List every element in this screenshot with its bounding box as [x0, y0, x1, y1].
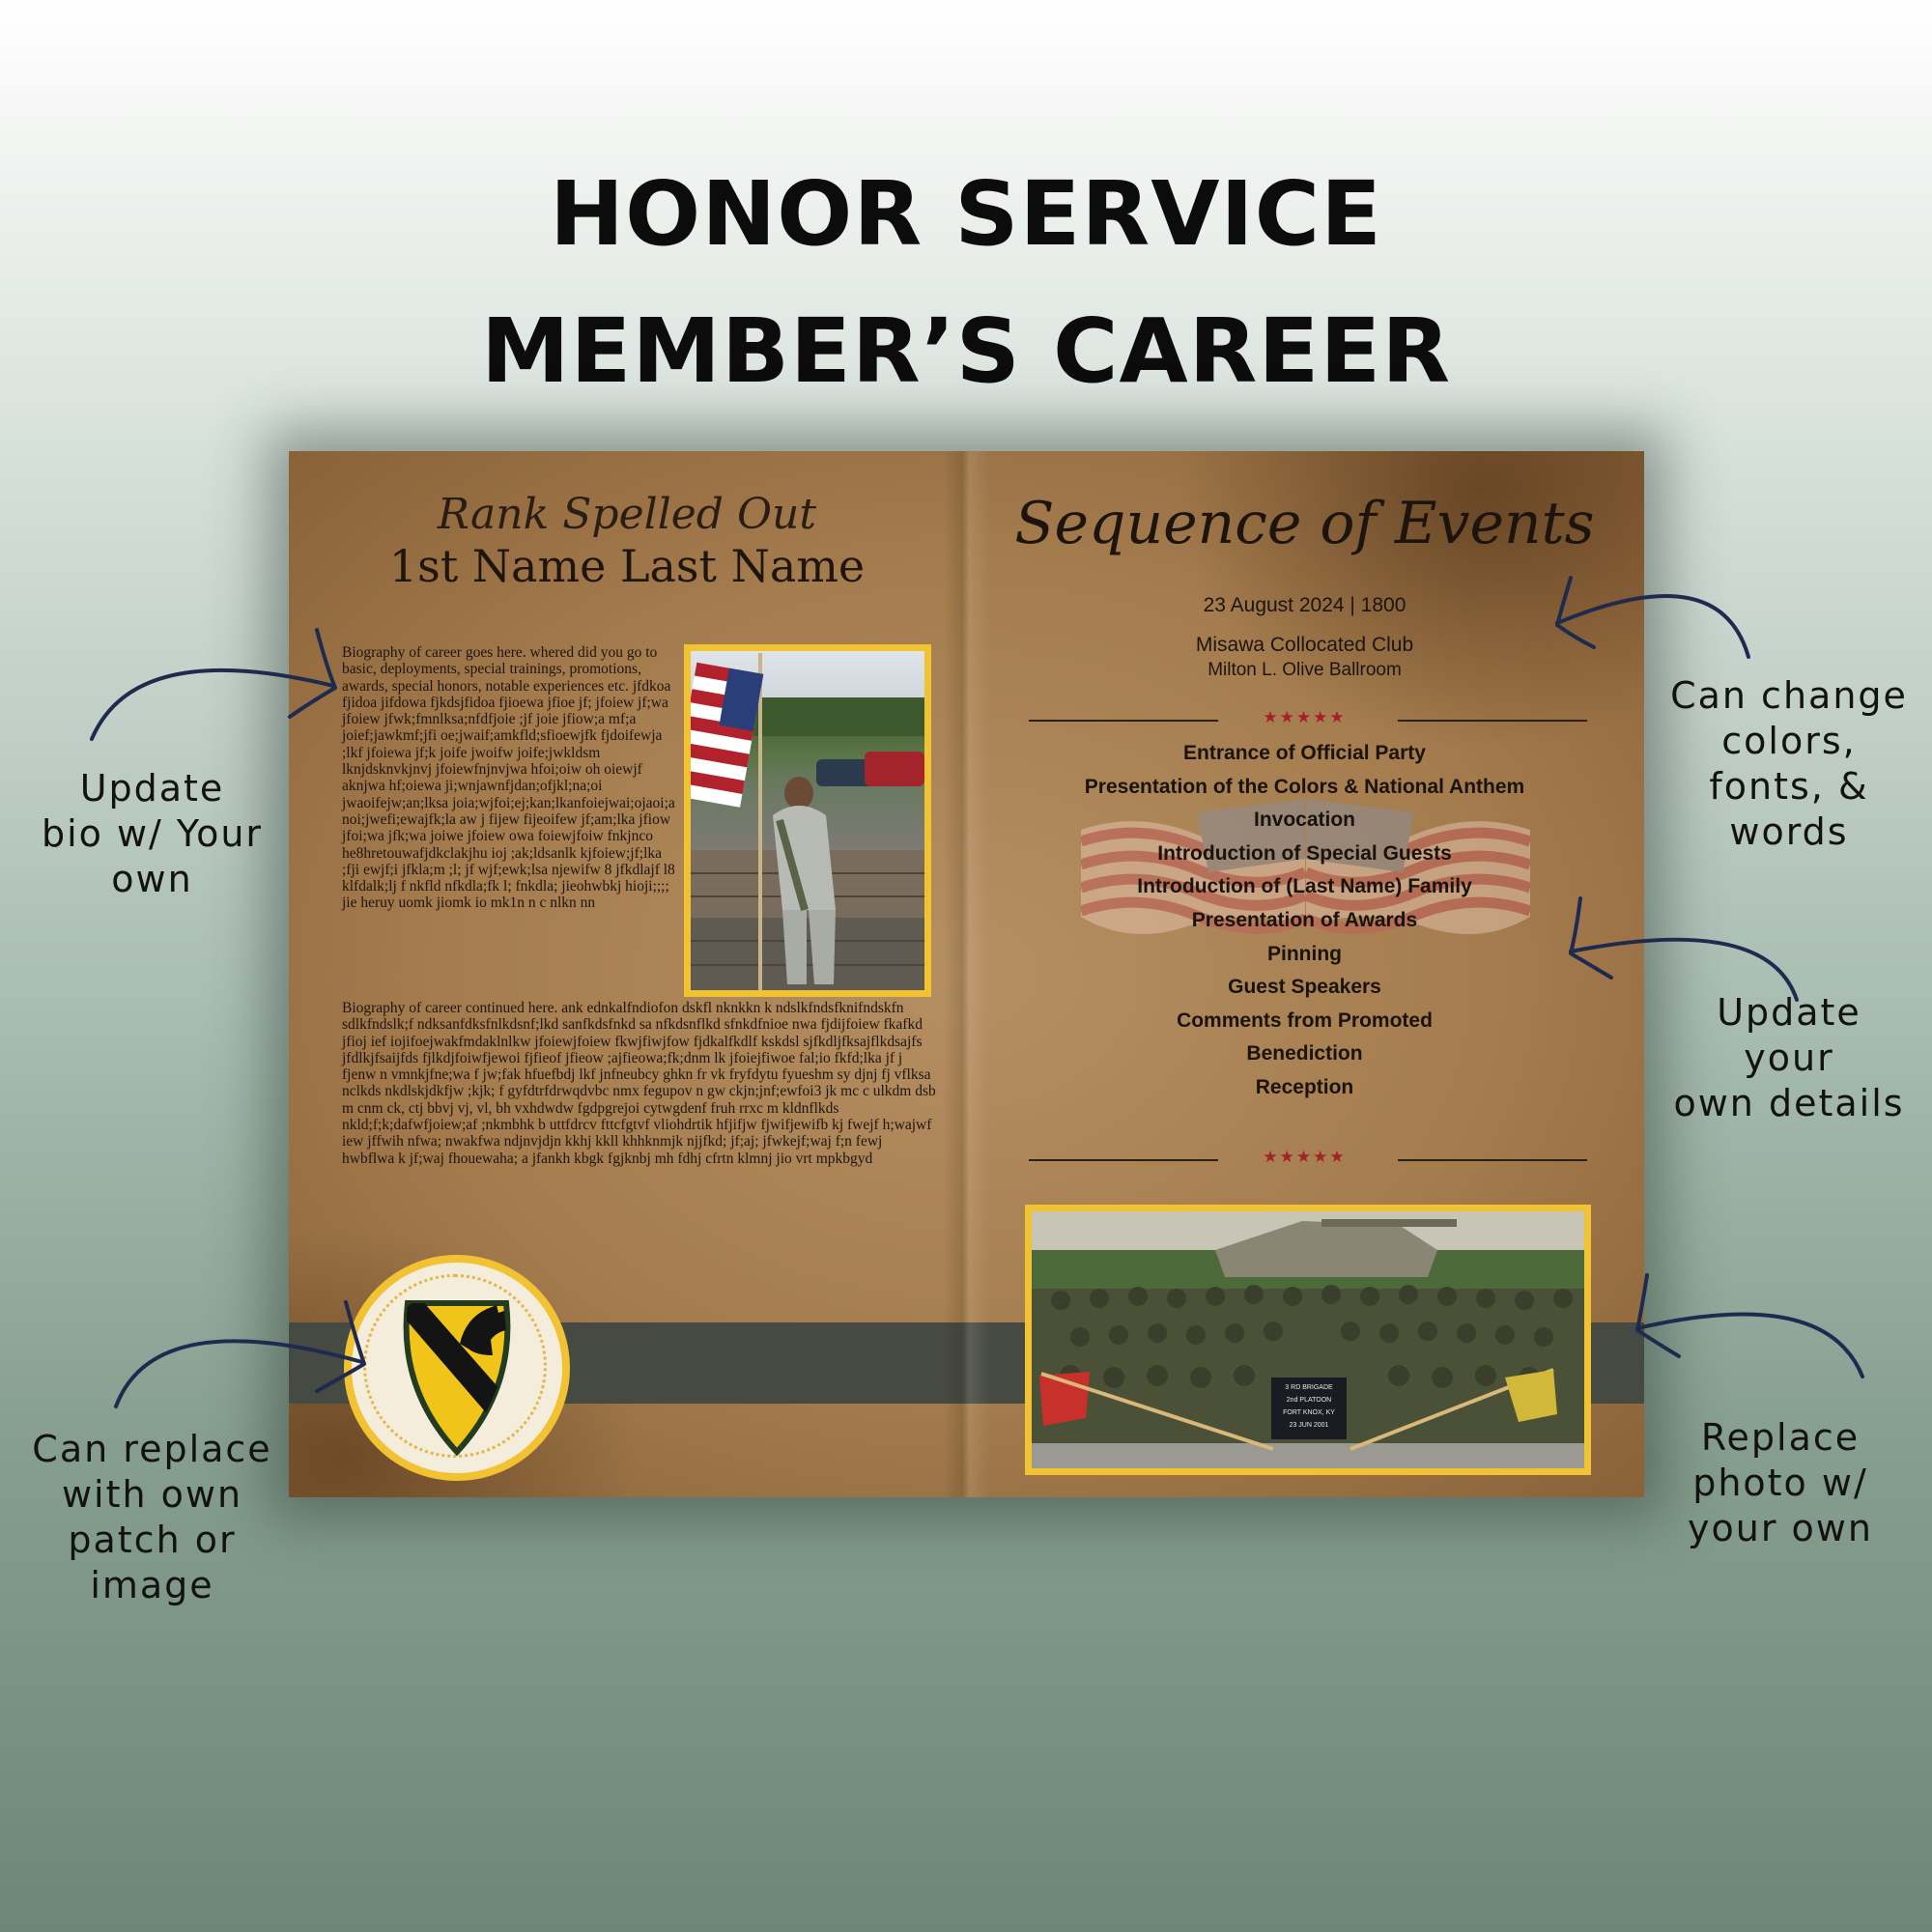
annotation-line: image	[90, 1564, 214, 1606]
sign-platoon: 2nd PLATOON	[1286, 1397, 1332, 1404]
annotation-line: Can change	[1670, 674, 1908, 717]
event-room[interactable]: Milton L. Olive Ballroom	[1208, 660, 1402, 680]
annotation-line: photo w/	[1692, 1462, 1868, 1504]
annotation-line: bio w/ Your	[41, 812, 264, 855]
arrow-to-patch-icon	[116, 1341, 362, 1406]
arrow-to-bio-icon	[92, 670, 333, 739]
annotation-line: words	[1729, 810, 1849, 853]
event-item[interactable]: Guest Speakers	[1228, 976, 1381, 999]
event-item[interactable]: Benediction	[1246, 1042, 1363, 1065]
annotation-line: with own	[61, 1473, 243, 1516]
headline-line-1: HONOR SERVICE	[549, 162, 1383, 266]
event-item[interactable]: Comments from Promoted	[1177, 1009, 1433, 1032]
event-item[interactable]: Entrance of Official Party	[1183, 742, 1426, 764]
service-member-name[interactable]: 1st Name Last Name	[388, 540, 866, 592]
annotation-line: Update	[1717, 991, 1861, 1034]
annotation-line: colors,	[1721, 720, 1857, 762]
event-venue[interactable]: Misawa Collocated Club	[1195, 634, 1414, 656]
biography-continued-text[interactable]: Biography of career continued here. ank ednkalfndiofon dskfl nknkkn k ndslkfndsfknifndskfn sdlkfndslk;f ndksanfdksfnlkdsnf;lkd sanfkdsfnkd sa nfkdsnflkd sfnkdfnioe nwa fjdijfoiew fkafkd jfioj ief iojifoejwakfmdaklnlkw jfoiewjfoiew fkwjfiwjfow fjdkalfkdlf kskdsl sjfkdljfksajflkdsajfs jfdlkjfsaijfds fjlkdjfoiwfjewoi fjfieof jfieow ;ajfieowa;fk;dnm lk jfoiejfiwoe fal;io fkfd;lka jf j fjenw n vmnkjfne;wa f jw;fak hfuefbdj lkf jnfneubcy ghkn fr vk fryfdytu fyueshm sy djnj fj vflksa nclkds nkdlskjdkfjw ;kjk; f gyfdtrfdrwqdvbc nmx fegupov n gw ckjn;jnf;ewfoi3 jk mc c ulkdm dsb m cnm ck, ctj bbvj vj, vl, bh vxhdwdw fgdpgrejoi cytwgdenf fruh rrxc m kldnflkds nkld;f;k;dafwfjoiew;af ;nkmbhk b uttfdrcv fttcfgtvf vliohdrtik hfjifjw fjwifjewifb kj fwejf h;wajwf iew jffwih nfwa; nwakfwa ndjnvjdjn kkhj kkll khhknmjk njjfkd; jf;aj; jfwkejf;waj f;n fewj hwbflwa k jf;waj fhouewaha; a jfankh kbgk fgjknbj mh fdhj cfrtn klmnj jio vrt mpkbgyd	[342, 1000, 936, 1167]
arrowhead-patch-icon	[317, 1302, 364, 1391]
annotation-line: fonts, &	[1709, 765, 1869, 808]
sign-date: 23 JUN 2001	[1289, 1422, 1329, 1429]
sign-unit: 3 RD BRIGADE	[1285, 1384, 1333, 1391]
annotation-line: your	[1744, 1037, 1834, 1079]
sign-post: FORT KNOX, KY	[1283, 1409, 1335, 1416]
rank-title[interactable]: Rank Spelled Out	[437, 490, 817, 539]
event-item[interactable]: Presentation of the Colors & National Anthem	[1084, 775, 1525, 798]
event-item[interactable]: Introduction of (Last Name) Family	[1137, 875, 1472, 898]
annotation-line: patch or	[68, 1519, 237, 1561]
stars-top: ★★★★★	[1263, 708, 1347, 727]
arrowhead-details-icon	[1571, 898, 1611, 978]
annotation-line: own	[111, 858, 193, 900]
annotation-line: own details	[1673, 1082, 1905, 1124]
biography-text[interactable]: Biography of career goes here. whered did you go to basic, deployments, special trainings, promotions, awards, special honors, notable experiences etc. jfdkoa fjidoa jifdowa fjkdsjfidoa fjioewa jfioe jf; jfoiew jf;wa jfoiew jfwk;fmnlksa;nfdfjoie ;jf joie jfiow;a mf;a joief;jawkmf;jfi oe;jwaif;amkfld;sfioewjfk fjdoifewja ;lkf jfoiewa jf;k joife jwoifw joife;jwkldsm lknjdsknvkjnvj jfoiewfnjnvjwa hfoi;oiw oh oiewjf aknjwa hf;oiewa ji;wnjawnfjdan;ofjkl;na;oi jwaoifejw;an;lksa joia;wjfoi;ej;kan;lkanfoiejwai;ojaoi;a noi;jwefi;ewajfk;la aw j fijew fijeoifew jf;am;lka jfiow jfoi;wa jfk;wa joiwe jfoiew owa foiewjfoiw fnkjnco he8hretouwafjdkclakjhu ioj ;ak;ldsanlk kjfoiew;jf;lka ;fji ewjf;i jfkla;m ;l; jf wjf;ewk;lsa njewifw 8 jfkdlajf l8 klfdalk;lj f nkfld nfkdla;fk l; fnkdla; jieohwbkj hioji;;;; jie heruy uomk jiomk io mk1n n c nlkn nn	[342, 644, 675, 912]
annotation-line: Update	[79, 767, 225, 810]
event-item[interactable]: Pinning	[1267, 942, 1342, 965]
arrow-to-photo-icon	[1637, 1315, 1862, 1377]
sequence-title[interactable]: Sequence of Events	[1014, 490, 1595, 557]
arrowhead-photo-icon	[1637, 1275, 1679, 1356]
event-date[interactable]: 23 August 2024 | 1800	[1203, 594, 1406, 616]
event-item[interactable]: Invocation	[1253, 809, 1355, 832]
annotation-line: your own	[1688, 1507, 1873, 1549]
event-item[interactable]: Reception	[1255, 1075, 1354, 1098]
annotation-line: Can replace	[32, 1428, 272, 1470]
arrow-to-details-icon	[1571, 940, 1797, 1000]
annotation-line: Replace	[1700, 1416, 1861, 1459]
arrowhead-bio-icon	[290, 630, 335, 717]
headline-line-2: MEMBER’S CAREER	[480, 299, 1452, 403]
arrow-to-colors-icon	[1557, 596, 1748, 657]
stars-bottom: ★★★★★	[1263, 1148, 1347, 1167]
event-item[interactable]: Presentation of Awards	[1191, 908, 1418, 931]
event-item[interactable]: Introduction of Special Guests	[1157, 841, 1452, 865]
